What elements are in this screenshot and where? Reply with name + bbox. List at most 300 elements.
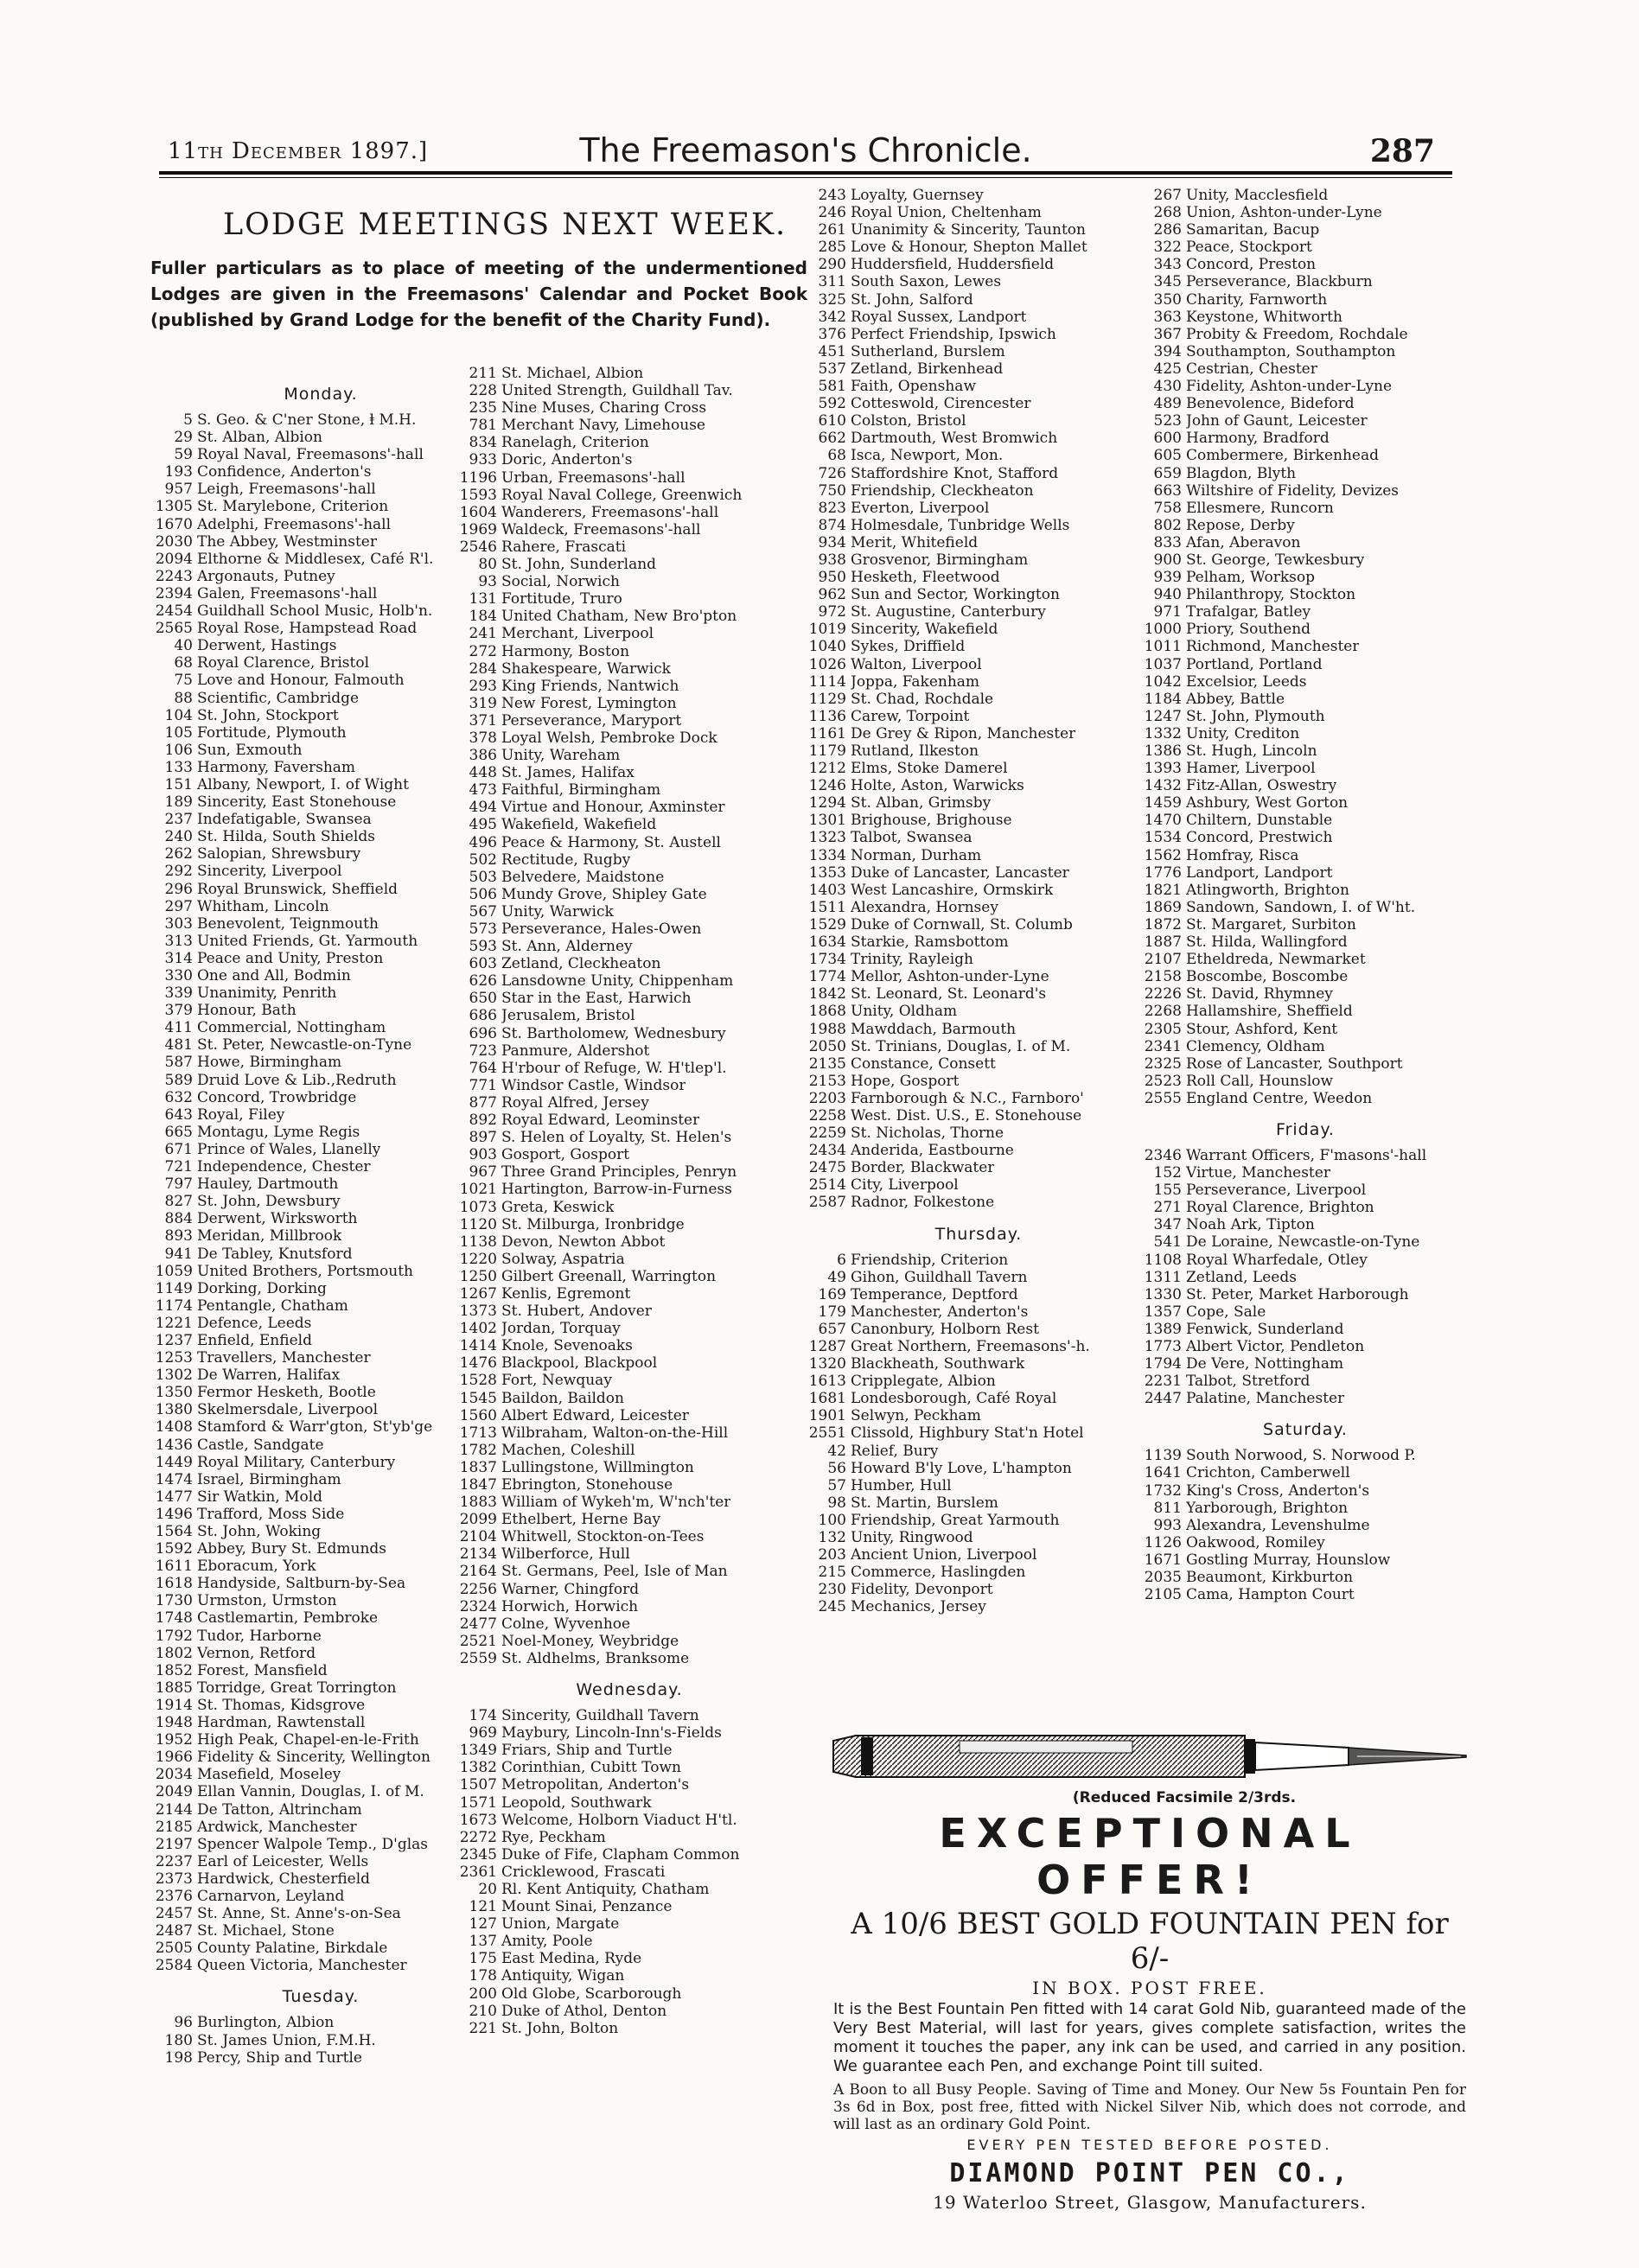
lodge-entry: [456, 938, 802, 955]
lodge-number: 686: [469, 1007, 497, 1025]
lodge-name-place: Hardwick, Chesterfield: [197, 1870, 371, 1888]
header-rule-thin: [159, 177, 1452, 178]
lodge-number: 179: [818, 1303, 846, 1321]
lodge-entry: [1141, 412, 1470, 430]
lodge-name-place: Cope, Sale: [1186, 1303, 1266, 1321]
lodge-name-place: St. Nicholas, Thorne: [851, 1124, 1004, 1143]
lodge-number: 2394: [155, 584, 193, 602]
lodge-entry: [456, 451, 802, 468]
lodge-entry: [456, 1950, 802, 1967]
lodge-number: 1914: [155, 1696, 193, 1714]
lodge-number: 1108: [1144, 1251, 1182, 1269]
lodge-name-place: St. Aldhelms, Branksome: [501, 1649, 690, 1667]
lodge-number: 696: [469, 1024, 497, 1042]
lodge-entry: [456, 1494, 802, 1511]
lodge-number: 293: [469, 677, 497, 695]
lodge-name-place: Concord, Trowbridge: [197, 1088, 357, 1106]
lodge-number: 877: [469, 1093, 497, 1112]
lodge-name-place: Lansdowne Unity, Chippenham: [501, 972, 734, 991]
lodge-number: 2477: [459, 1615, 497, 1633]
lodge-entry: [1141, 1055, 1470, 1073]
lodge-name-place: Defence, Leeds: [197, 1314, 312, 1332]
lodge-name-place: Clemency, Oldham: [1186, 1037, 1325, 1055]
advert-body: It is the Best Fountain Pen fitted with 14 carat Gold Nib, guaranteed made of the Very Best Material, will last for years, gives complete satisfaction, writes the moment it touches the paper, any ink can be used, and carried in any position. We guarantee each Pen, and exchange Point till suited.: [833, 2000, 1466, 2075]
lodge-number: 1792: [155, 1627, 193, 1645]
lodge-number: 2094: [155, 550, 193, 568]
lodge-entry: [456, 903, 802, 921]
lodge-entry: [152, 1227, 489, 1245]
lodge-number: 933: [469, 451, 497, 469]
lodge-entry: [456, 834, 802, 851]
lodge-number: 1564: [155, 1523, 193, 1540]
lodge-name-place: Colston, Bristol: [851, 412, 966, 430]
lodge-name-place: Machen, Coleshill: [501, 1441, 635, 1459]
lodge-name-place: Vernon, Retford: [197, 1644, 316, 1662]
lodge-number: 371: [469, 711, 497, 729]
lodge-number: 1389: [1144, 1320, 1182, 1338]
lodge-number: 1774: [808, 968, 846, 986]
lodge-number: 2341: [1144, 1037, 1182, 1055]
lodge-number: 823: [818, 499, 846, 517]
lodge-entry: [152, 1124, 489, 1141]
lodge-number: 659: [1153, 464, 1182, 482]
lodge-entry: [456, 1545, 802, 1563]
lodge-entry: [806, 1443, 1151, 1460]
lodge-entry: [456, 487, 802, 504]
lodge-entry: [456, 678, 802, 695]
lodge-entry: [1141, 482, 1470, 500]
lodge-name-place: Travellers, Manchester: [197, 1349, 371, 1367]
lodge-entry: [152, 1697, 489, 1714]
lodge-name-place: Corinthian, Cubitt Town: [501, 1759, 681, 1777]
lodge-name-place: Old Globe, Scarborough: [501, 1984, 682, 2003]
lodge-number: 184: [469, 608, 497, 626]
lodge-name-place: Royal Wharfedale, Otley: [1186, 1251, 1368, 1269]
lodge-name-place: King's Cross, Anderton's: [1186, 1481, 1370, 1500]
publication-title: The Freemason's Chronicle.: [579, 131, 1032, 169]
lodge-entry: [806, 500, 1151, 517]
lodge-entry: [1141, 221, 1470, 239]
lodge-number: 198: [164, 2048, 193, 2067]
lodge-number: 2237: [155, 1852, 193, 1870]
lodge-entry: [456, 608, 802, 625]
lodge-name-place: De Grey & Ripon, Manchester: [851, 724, 1076, 742]
lodge-name-place: Gosport, Gosport: [501, 1146, 630, 1164]
lodge-number: 363: [1153, 308, 1182, 326]
lodge-name-place: Handyside, Saltburn-by-Sea: [197, 1575, 406, 1593]
lodge-entry: [152, 2049, 489, 2067]
lodge-name-place: Royal Alfred, Jersey: [501, 1093, 649, 1112]
lodge-number: 934: [818, 533, 846, 551]
lodge-entry: [1141, 1147, 1470, 1164]
day-heading: Monday.: [284, 385, 358, 404]
lodge-entry: [1141, 517, 1470, 534]
lodge-name-place: St. Martin, Burslem: [851, 1494, 998, 1512]
lodge-number: 243: [818, 187, 846, 204]
lodge-entry: [152, 984, 489, 1002]
lodge-entry: [806, 777, 1151, 794]
lodge-number: 1571: [459, 1793, 497, 1812]
lodge-name-place: Leigh, Freemasons'-hall: [197, 481, 376, 499]
lodge-number: 1311: [1144, 1268, 1182, 1286]
lodge-number: 671: [164, 1140, 193, 1158]
lodge-number: 1562: [1144, 846, 1182, 864]
lodge-name-place: Hartington, Barrow-in-Furness: [501, 1181, 732, 1199]
lodge-name-place: St. Peter, Newcastle-on-Tyne: [197, 1036, 412, 1054]
lodge-name-place: Crichton, Camberwell: [1186, 1464, 1350, 1482]
lodge-name-place: Alexandra, Hornsey: [851, 898, 998, 916]
lodge-name-place: Elms, Stoke Damerel: [851, 760, 1008, 778]
lodge-entry: [456, 1511, 802, 1528]
lodge-name-place: Sincerity, Wakefield: [851, 621, 998, 639]
lodge-number: 88: [174, 689, 193, 707]
lodge-number: 567: [469, 902, 497, 921]
lodge-entry: [152, 1193, 489, 1210]
lodge-name-place: Ellesmere, Runcorn: [1186, 499, 1334, 517]
lodge-entry: [456, 1967, 802, 1984]
lodge-entry: [1141, 621, 1470, 638]
lodge-entry: [152, 481, 489, 498]
lodge-name-place: South Saxon, Lewes: [851, 273, 1002, 291]
lodge-entry: [152, 1089, 489, 1106]
lodge-entry: [1141, 847, 1470, 864]
lodge-entry: [456, 434, 802, 451]
lodge-entry: [1141, 1038, 1470, 1055]
lodge-name-place: Mellor, Ashton-under-Lyne: [851, 968, 1049, 986]
lodge-name-place: Landport, Landport: [1186, 863, 1333, 882]
lodge-number: 1250: [459, 1267, 497, 1285]
lodge-name-place: Sandown, Sandown, I. of W'ht.: [1186, 898, 1416, 916]
lodge-name-place: Etheldreda, Newmarket: [1186, 951, 1366, 969]
lodge-entry: [456, 1898, 802, 1915]
lodge-entry: [152, 1019, 489, 1036]
lodge-entry: [1141, 1303, 1470, 1321]
lodge-number: 203: [818, 1546, 846, 1564]
lodge-number: 969: [469, 1724, 497, 1742]
lodge-number: 261: [818, 221, 846, 239]
lodge-number: 2259: [808, 1124, 846, 1143]
lodge-entry: [1141, 430, 1470, 447]
lodge-number: 897: [469, 1129, 497, 1147]
lodge-number: 2345: [459, 1845, 497, 1863]
lodge-name-place: England Centre, Weedon: [1186, 1089, 1373, 1107]
lodge-entry: [456, 365, 802, 382]
lodge-name-place: South Norwood, S. Norwood P.: [1186, 1447, 1416, 1465]
lodge-entry: [152, 1332, 489, 1349]
lodge-number: 2325: [1144, 1054, 1182, 1073]
lodge-name-place: Albert Edward, Leicester: [501, 1406, 689, 1424]
lodge-name-place: Fidelity, Devonport: [851, 1581, 993, 1599]
lodge-entry: [1141, 882, 1470, 899]
lodge-number: 394: [1153, 342, 1182, 360]
lodge-number: 1305: [155, 498, 193, 516]
lodge-number: 1969: [459, 520, 497, 538]
lodge-number: 2272: [459, 1828, 497, 1846]
lodge-entry: [806, 1338, 1151, 1355]
lodge-number: 189: [164, 793, 193, 812]
lodge-entry: [152, 881, 489, 898]
lodge-number: 1212: [808, 760, 846, 778]
lodge-number: 1529: [808, 915, 846, 933]
lodge-entry: [806, 638, 1151, 655]
lodge-number: 1221: [155, 1314, 193, 1332]
lodge-entry: [456, 1424, 802, 1442]
lodge-number: 643: [164, 1105, 193, 1124]
lodge-entry: [152, 602, 489, 620]
advert-subhead-2: IN BOX. POST FREE.: [1032, 1978, 1267, 1998]
lodge-number: 1114: [808, 672, 846, 691]
lodge-entry: [456, 1742, 802, 1759]
lodge-entry: [152, 1263, 489, 1280]
lodge-number: 2185: [155, 1818, 193, 1836]
lodge-entry: [1141, 933, 1470, 951]
lodge-name-place: Dorking, Dorking: [197, 1279, 327, 1297]
lodge-number: 1323: [808, 829, 846, 847]
lodge-entry: [456, 2020, 802, 2037]
lodge-name-place: St. Hilda, South Shields: [197, 828, 375, 846]
lodge-entry: [1141, 1269, 1470, 1286]
lodge-entry: [1141, 256, 1470, 273]
lodge-entry: [152, 498, 489, 515]
lodge-number: 241: [469, 625, 497, 643]
lodge-number: 2587: [808, 1194, 846, 1212]
lodge-entry: [806, 1107, 1151, 1124]
lodge-entry: [806, 1286, 1151, 1303]
lodge-entry: [1141, 812, 1470, 829]
lodge-name-place: St. Hilda, Wallingford: [1186, 933, 1348, 952]
lodge-name-place: United Brothers, Portsmouth: [197, 1262, 413, 1280]
lodge-number: 132: [818, 1529, 846, 1547]
lodge-entry: [152, 1731, 489, 1749]
lodge-name-place: Canonbury, Holborn Rest: [851, 1320, 1039, 1338]
lodge-name-place: County Palatine, Birkdale: [197, 1940, 388, 1958]
lodge-name-place: Rahere, Frascati: [501, 538, 627, 556]
lodge-number: 1000: [1144, 621, 1182, 639]
lodge-number: 1966: [155, 1749, 193, 1767]
lodge-number: 1037: [1144, 655, 1182, 673]
lodge-number: 200: [469, 1984, 497, 2003]
lodge-name-place: Hauley, Dartmouth: [197, 1175, 339, 1194]
lodge-number: 2049: [155, 1783, 193, 1801]
lodge-number: 1019: [808, 621, 846, 639]
lodge-number: 1560: [459, 1406, 497, 1424]
lodge-number: 2454: [155, 602, 193, 621]
lodge-entry: [152, 1245, 489, 1263]
lodge-name-place: Israel, Birmingham: [197, 1470, 341, 1488]
lodge-entry: [152, 1801, 489, 1819]
lodge-number: 2256: [459, 1580, 497, 1598]
lodge-name-place: Adelphi, Freemasons'-hall: [197, 515, 392, 533]
lodge-entry: [1141, 1090, 1470, 1107]
lodge-number: 2099: [459, 1511, 497, 1529]
lodge-number: 2324: [459, 1597, 497, 1615]
lodge-entry: [806, 1477, 1151, 1494]
lodge-entry: [456, 1759, 802, 1776]
lodge-name-place: St. Milburga, Ironbridge: [501, 1215, 685, 1233]
lodge-entry: [456, 1615, 802, 1633]
lodge-entry: [806, 603, 1151, 621]
lodge-entry: [806, 760, 1151, 777]
lodge-number: 541: [1153, 1233, 1182, 1252]
lodge-name-place: Mount Sinai, Penzance: [501, 1898, 673, 1916]
lodge-entry: [806, 1003, 1151, 1020]
lodge-entry: [152, 1367, 489, 1384]
lodge-name-place: Belvedere, Maidstone: [501, 868, 665, 886]
lodge-entry: [456, 695, 802, 712]
lodge-name-place: Derwent, Wirksworth: [197, 1210, 358, 1228]
lodge-number: 448: [469, 764, 497, 782]
lodge-entry: [456, 1407, 802, 1424]
lodge-entry: [456, 1528, 802, 1545]
lodge-name-place: Clissold, Highbury Stat'n Hotel: [851, 1424, 1084, 1443]
lodge-name-place: Warner, Chingford: [501, 1580, 640, 1598]
lodge-name-place: Stamford & Warr'gton, St'yb'ge: [197, 1418, 433, 1437]
lodge-number: 592: [818, 395, 846, 413]
lodge-name-place: Faith, Openshaw: [851, 378, 976, 396]
lodge-number: 2457: [155, 1905, 193, 1923]
lodge-number: 1613: [808, 1373, 846, 1391]
lodge-number: 1681: [808, 1390, 846, 1408]
lodge-entry: [152, 1297, 489, 1315]
lodge-entry: [152, 690, 489, 707]
lodge-entry: [152, 654, 489, 672]
lodge-name-place: High Peak, Chapel-en-le-Frith: [197, 1731, 419, 1749]
lodge-name-place: Talbot, Stretford: [1186, 1373, 1311, 1391]
lodge-number: 1988: [808, 1020, 846, 1038]
lodge-number: 1332: [1144, 724, 1182, 742]
advert-tested-line: EVERY PEN TESTED BEFORE POSTED.: [966, 2137, 1333, 2153]
lodge-entry: [152, 1471, 489, 1488]
lodge-entry: [806, 187, 1151, 204]
lodge-number: 2050: [808, 1037, 846, 1055]
lodge-number: 2376: [155, 1887, 193, 1905]
lodge-number: 1120: [459, 1215, 497, 1233]
lodge-name-place: Relief, Bury: [851, 1442, 939, 1460]
lodge-entry: [152, 1749, 489, 1766]
lodge-number: 1414: [459, 1337, 497, 1355]
lodge-number: 1545: [459, 1389, 497, 1407]
lodge-entry: [806, 1355, 1151, 1373]
lodge-number: 93: [478, 573, 497, 591]
lodge-number: 662: [818, 430, 846, 448]
lodge-number: 42: [827, 1442, 846, 1460]
lodge-number: 962: [818, 586, 846, 604]
lodge-entry: [456, 1812, 802, 1829]
lodge-entry: [1141, 829, 1470, 846]
lodge-entry: [1141, 603, 1470, 621]
lodge-name-place: Galen, Freemasons'-hall: [197, 584, 378, 602]
lodge-entry: [1141, 1517, 1470, 1534]
lodge-name-place: Boscombe, Boscombe: [1186, 968, 1349, 986]
lodge-number: 1593: [459, 486, 497, 504]
lodge-number: 941: [164, 1245, 193, 1263]
lodge-entry: [456, 417, 802, 434]
lodge-entry: [806, 1581, 1151, 1598]
lodge-entry: [456, 469, 802, 487]
lodge-number: 303: [164, 914, 193, 933]
lodge-entry: [152, 411, 489, 429]
lodge-entry: [1141, 1464, 1470, 1481]
lodge-entry: [1141, 1021, 1470, 1038]
lodge-entry: [806, 1176, 1151, 1194]
lodge-entry: [806, 1321, 1151, 1338]
lodge-name-place: Greta, Keswick: [501, 1198, 615, 1216]
lodge-number: 2434: [808, 1142, 846, 1160]
lodge-entry: [1141, 447, 1470, 464]
lodge-name-place: Friendship, Criterion: [851, 1251, 1009, 1269]
lodge-number: 1330: [1144, 1285, 1182, 1303]
lodge-number: 603: [469, 955, 497, 973]
lodge-number: 296: [164, 880, 193, 898]
lodge-number: 98: [827, 1494, 846, 1512]
lodge-name-place: Peace & Harmony, St. Austell: [501, 833, 721, 851]
lodge-number: 347: [1153, 1216, 1182, 1234]
lodge-entry: [456, 1598, 802, 1615]
lodge-entry: [806, 847, 1151, 864]
lodge-name-place: Blagdon, Blyth: [1186, 464, 1297, 482]
lodge-number: 2551: [808, 1424, 846, 1443]
lodge-number: 723: [469, 1042, 497, 1060]
lodge-name-place: Merchant, Liverpool: [501, 625, 654, 643]
lodge-name-place: Perseverance, Hales-Owen: [501, 921, 702, 938]
issue-date: 11th December 1897.]: [168, 138, 429, 164]
lodge-number: 721: [164, 1158, 193, 1176]
fountain-pen-icon: [830, 1729, 1470, 1784]
lodge-number: 80: [478, 556, 497, 574]
lodge-number: 1948: [155, 1714, 193, 1732]
lodge-name-place: Hardman, Rawtenstall: [197, 1714, 366, 1732]
lodge-number: 950: [818, 569, 846, 587]
lodge-entry: [456, 1112, 802, 1129]
lodge-number: 178: [469, 1967, 497, 1985]
lodge-entry: [152, 1002, 489, 1019]
lodge-entry: [1141, 239, 1470, 256]
lodge-entry: [152, 2032, 489, 2049]
lodge-entry: [1141, 395, 1470, 412]
lodge-name-place: Argonauts, Putney: [197, 567, 335, 585]
lodge-entry: [152, 1905, 489, 1922]
lodge-entry: [456, 1581, 802, 1598]
lodge-number: 96: [174, 2014, 193, 2032]
lodge-number: 811: [1153, 1499, 1182, 1517]
lodge-name-place: Priory, Southend: [1186, 621, 1311, 639]
lodge-entry: [152, 446, 489, 463]
lodge-number: 750: [818, 481, 846, 500]
lodge-name-place: Social, Norwich: [501, 573, 620, 591]
lodge-name-place: Walton, Liverpool: [851, 655, 982, 673]
lodge-number: 1179: [808, 742, 846, 760]
lodge-number: 1730: [155, 1592, 193, 1610]
day-heading: Tuesday.: [282, 1987, 360, 2007]
lodge-entry: [1141, 691, 1470, 708]
lodge-name-place: Royal Brunswick, Sheffield: [197, 880, 399, 898]
lodge-name-place: Love & Honour, Shepton Mallet: [851, 239, 1087, 257]
lodge-name-place: Selwyn, Peckham: [851, 1407, 981, 1425]
lodge-entry: [806, 309, 1151, 326]
lodge-entry: [456, 1915, 802, 1933]
lodge-number: 29: [174, 429, 193, 447]
lodge-entry: [152, 1072, 489, 1089]
lodge-entry: [456, 1060, 802, 1077]
lodge-number: 903: [469, 1146, 497, 1164]
lodge-number: 2505: [155, 1940, 193, 1958]
lodge-number: 802: [1153, 516, 1182, 534]
lodge-entry: [806, 273, 1151, 290]
lodge-entry: [1141, 586, 1470, 603]
lodge-name-place: Cripplegate, Albion: [851, 1373, 996, 1391]
lodge-entry: [152, 672, 489, 689]
lodge-number: 345: [1153, 273, 1182, 291]
